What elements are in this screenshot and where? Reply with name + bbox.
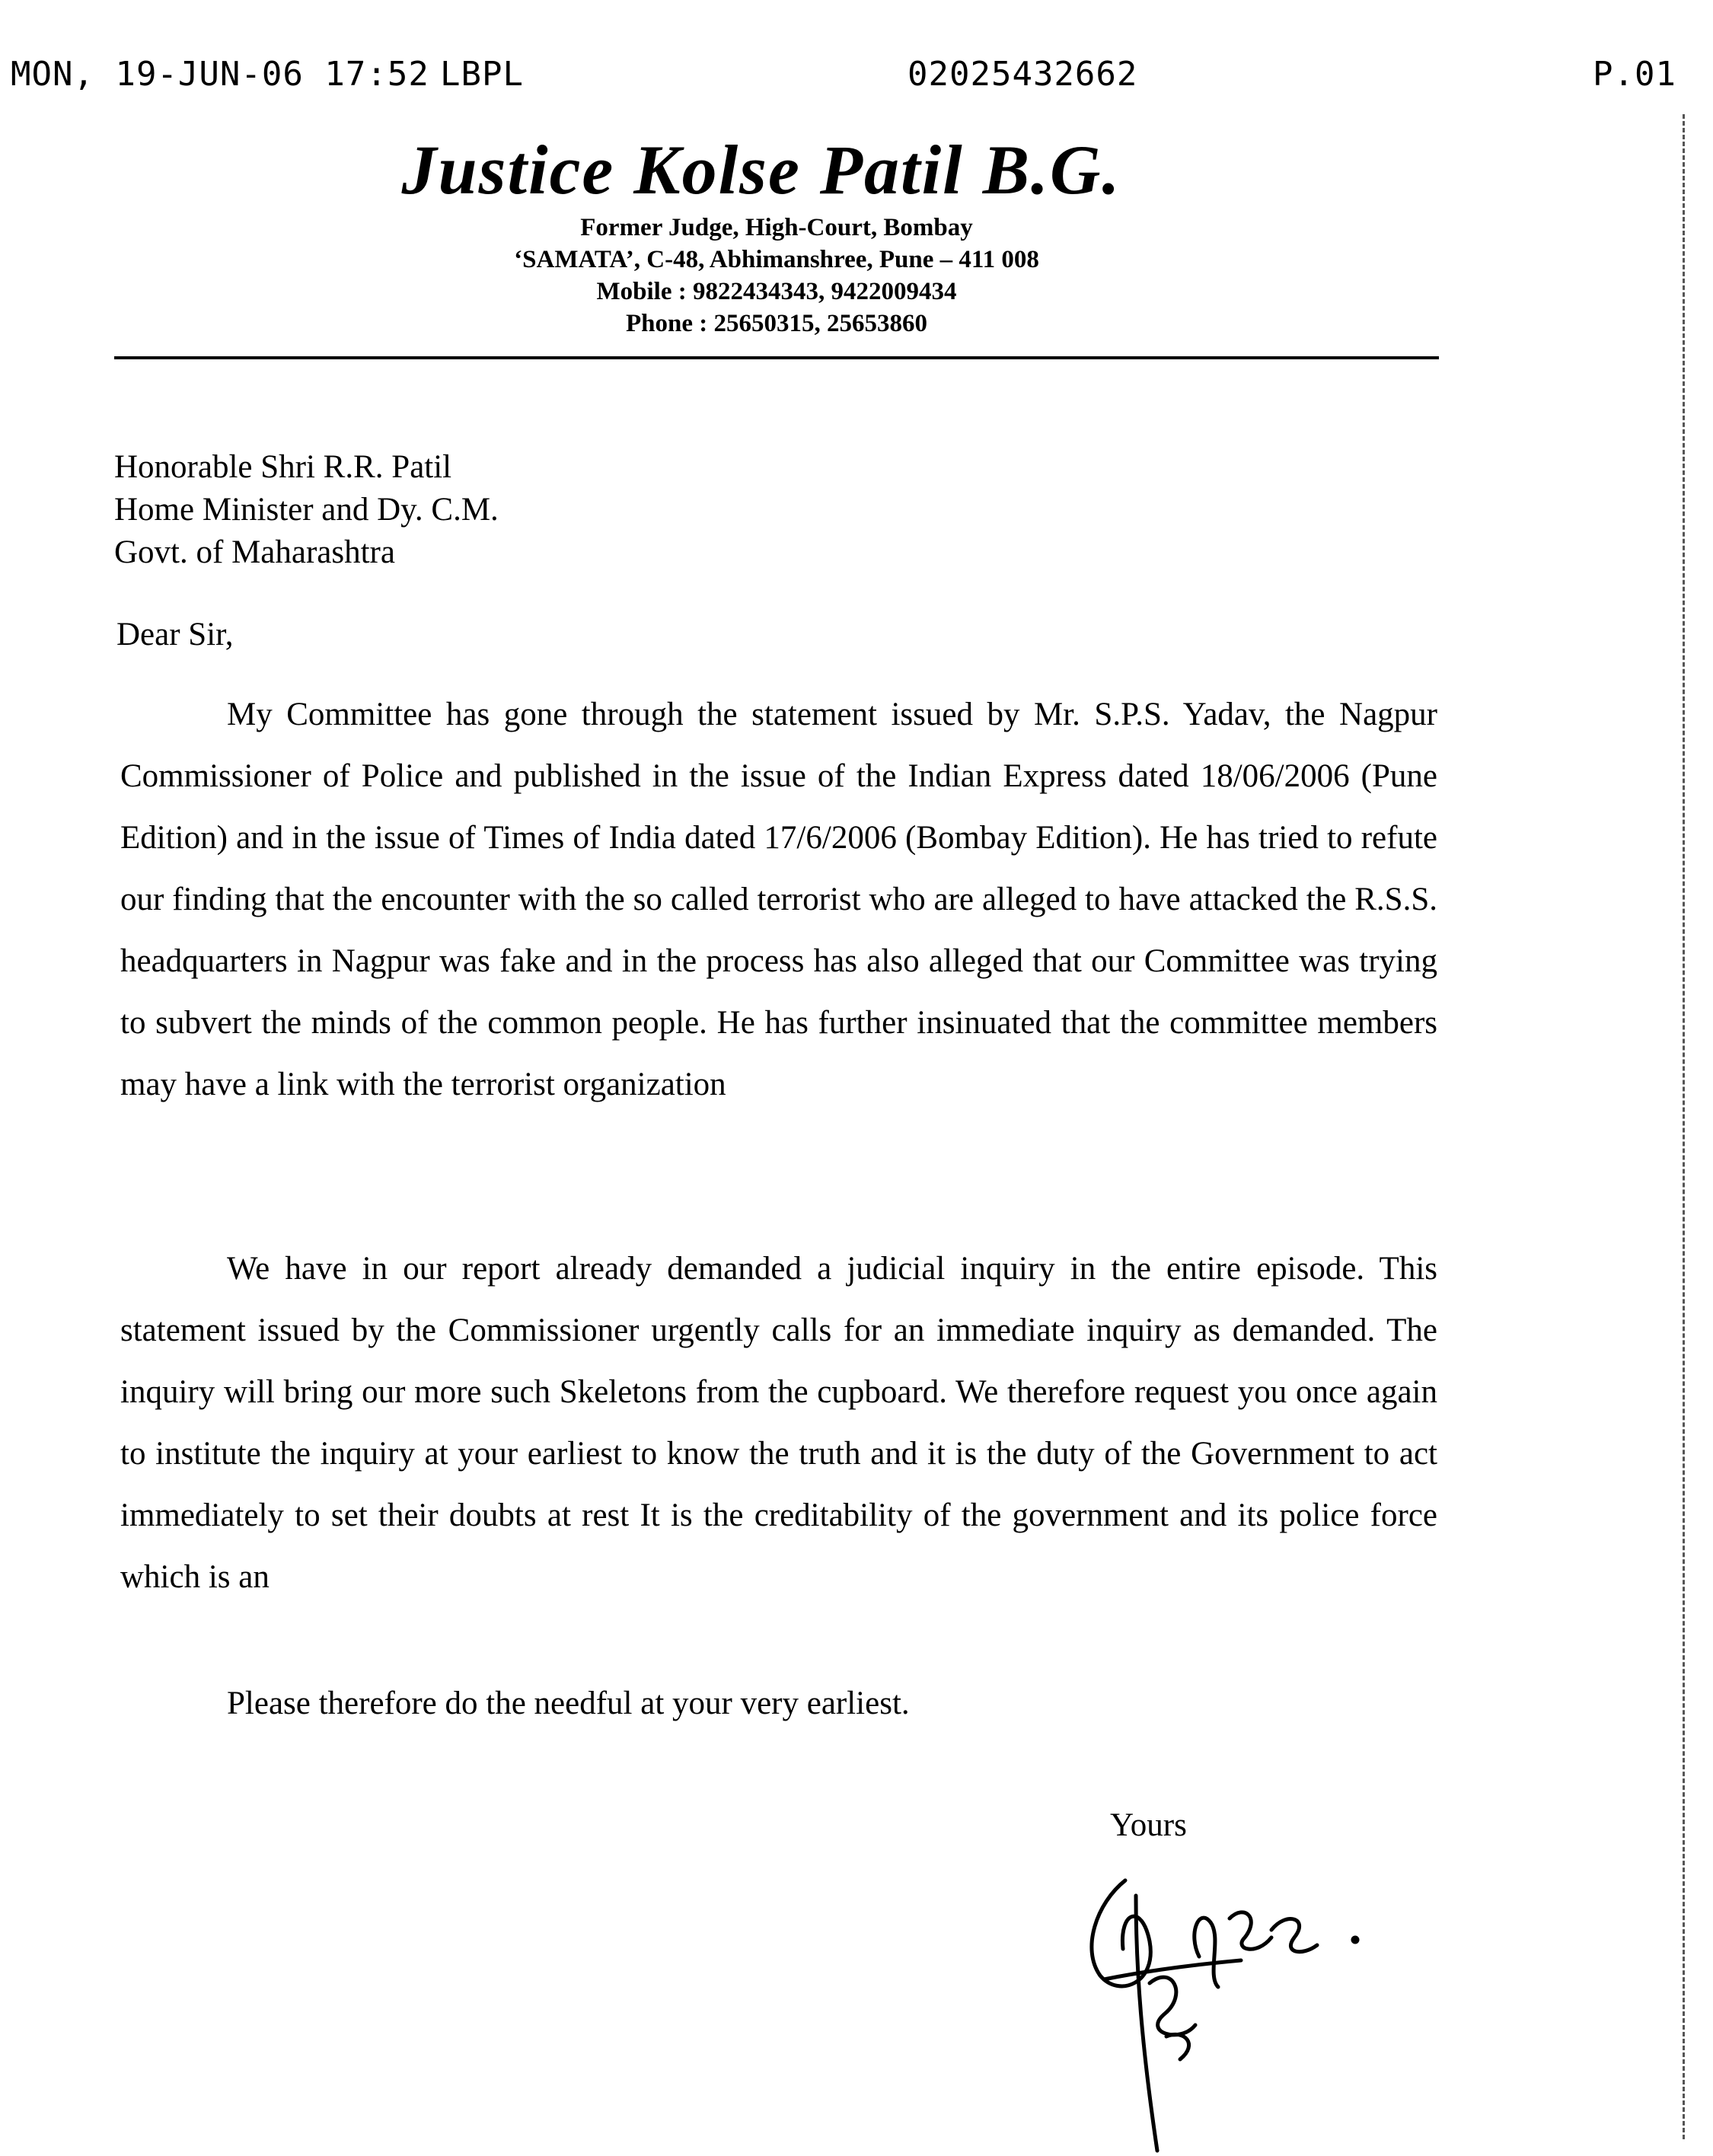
salutation: Dear Sir, — [116, 617, 234, 652]
body-paragraph-1: My Committee has gone through the statement issued by Mr. S.P.S. Yadav, the Nagpur Commissioner of Police and published in the issue of the Indian Express dated 18/06/2006 (Pune Edition) and in the issue of Times of India dated 17/6/2006 (Bombay Edition). He has tried to refute our finding that the encounter with the so called terrorist who are alleged to have attacked the R.S.S. headquarters in Nagpur was fake and in the process has also alleged that our Committee was trying to subvert the minds of the common people. He has further insinuated that the committee members may have a link with the terrorist organization — [120, 697, 1437, 1102]
fax-datetime: MON, 19-JUN-06 17:52 — [11, 55, 429, 94]
closing: Yours — [1110, 1807, 1187, 1843]
recipient-name: Honorable Shri R.R. Patil — [114, 449, 452, 485]
letterhead — [114, 128, 1439, 340]
recipient-block — [114, 446, 499, 574]
letterhead-divider — [114, 356, 1439, 359]
fax-number: 02025432662 — [908, 55, 1138, 94]
fax-page-number: P.01 — [1593, 55, 1676, 94]
letterhead-phone: Phone : 25650315, 25653860 — [626, 310, 927, 337]
body-paragraph-2: We have in our report already demanded a judicial inquiry in the entire episode. This statement issued by the Commissioner urgently calls for an immediate inquiry as demanded. The inquiry will bring our more such Skeletons from the cupboard. We therefore request you once again to institute the inquiry at your earliest to know the truth and it is the duty of the Government to act immediately to set their doubts at rest It is the creditability of the government and its police force which is an — [120, 1251, 1437, 1595]
letterhead-address: ‘SAMATA’, C-48, Abhimanshree, Pune – 411 008 — [514, 246, 1039, 273]
body-paragraph-3: Please therefore do the needful at your very earliest. — [227, 1686, 910, 1721]
letterhead-mobile: Mobile : 9822434343, 9422009434 — [596, 278, 957, 305]
recipient-position: Home Minister and Dy. C.M. — [114, 492, 499, 528]
letterhead-title: Former Judge, High-Court, Bombay — [580, 214, 973, 241]
fax-edge-artifact — [1683, 114, 1685, 2139]
fax-sender: LBPL — [440, 55, 524, 94]
handwritten-signature — [1066, 1850, 1416, 2154]
letterhead-name: Justice Kolse Patil B.G. — [401, 131, 1121, 209]
recipient-organization: Govt. of Maharashtra — [114, 534, 395, 570]
